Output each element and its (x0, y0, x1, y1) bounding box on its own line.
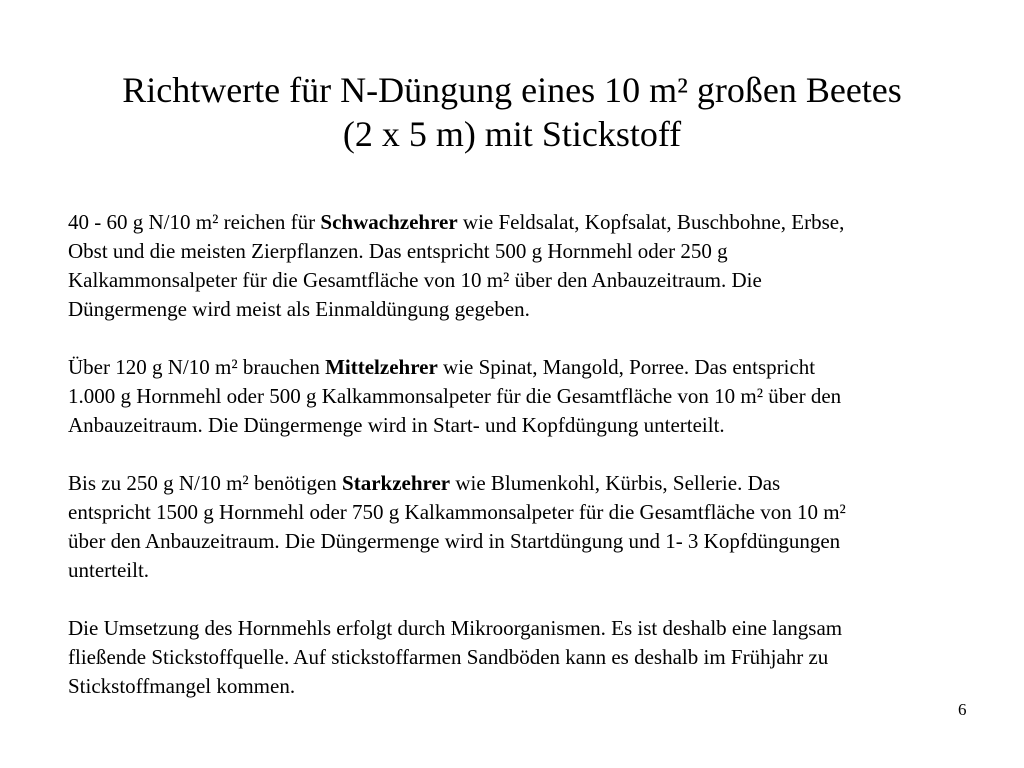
slide-title-line-1: Richtwerte für N-Düngung eines 10 m² großen Beetes (122, 70, 902, 110)
paragraph-starkzehrer (68, 469, 948, 585)
term-mittelzehrer: Mittelzehrer (325, 355, 438, 379)
paragraph-line: unterteilt. (68, 558, 150, 582)
text-run: 40 - 60 g N/10 m² reichen für (68, 210, 321, 234)
term-starkzehrer: Starkzehrer (342, 471, 451, 495)
text-run: wie Spinat, Mangold, Porree. Das entspricht (437, 355, 816, 379)
slide-title (40, 68, 984, 156)
paragraph-line: Kalkammonsalpeter für die Gesamtfläche von 10 m² über den Anbauzeitraum. Die (68, 268, 762, 292)
term-schwachzehrer: Schwachzehrer (320, 210, 458, 234)
paragraph-mittelzehrer (68, 353, 948, 440)
paragraph-line: über den Anbauzeitraum. Die Düngermenge wird in Startdüngung und 1- 3 Kopfdüngungen (68, 529, 841, 553)
paragraph-line: Anbauzeitraum. Die Düngermenge wird in Start- und Kopfdüngung unterteilt. (68, 413, 725, 437)
paragraph-hornmehl (68, 614, 948, 701)
paragraph-line: Obst und die meisten Zierpflanzen. Das entspricht 500 g Hornmehl oder 250 g (68, 239, 728, 263)
paragraph-line: fließende Stickstoffquelle. Auf stickstoffarmen Sandböden kann es deshalb im Frühjahr zu (68, 645, 829, 669)
paragraph-line: 1.000 g Hornmehl oder 500 g Kalkammonsalpeter für die Gesamtfläche von 10 m² über den (68, 384, 842, 408)
paragraph-line (68, 469, 948, 498)
paragraph-line: Stickstoffmangel kommen. (68, 674, 296, 698)
text-run: Bis zu 250 g N/10 m² benötigen (68, 471, 343, 495)
paragraph-line: Düngermenge wird meist als Einmaldüngung gegeben. (68, 297, 530, 321)
slide-body (68, 208, 948, 701)
paragraph-schwachzehrer (68, 208, 948, 324)
paragraph-line: Die Umsetzung des Hornmehls erfolgt durch Mikroorganismen. Es ist deshalb eine langsam (68, 616, 843, 640)
page-number: 6 (958, 700, 967, 719)
paragraph-line (68, 353, 948, 382)
slide-title-line-2: (2 x 5 m) mit Stickstoff (342, 114, 682, 154)
paragraph-line: entspricht 1500 g Hornmehl oder 750 g Kalkammonsalpeter für die Gesamtfläche von 10 m² (68, 500, 846, 524)
text-run: Über 120 g N/10 m² brauchen (68, 355, 326, 379)
text-run: wie Blumenkohl, Kürbis, Sellerie. Das (450, 471, 781, 495)
paragraph-line (68, 208, 948, 237)
text-run: wie Feldsalat, Kopfsalat, Buschbohne, Erbse, (457, 210, 845, 234)
